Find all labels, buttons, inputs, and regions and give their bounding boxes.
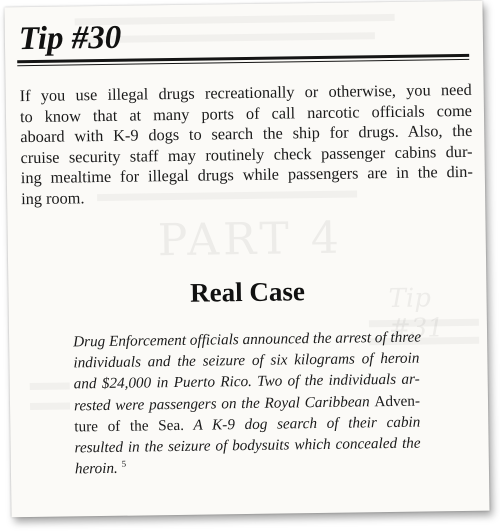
tip-body-line: aboard with K-9 dogs to search the ship for drugs. Also, the	[20, 120, 473, 147]
real-case-line-text: A K-9 dog search of their cabin	[193, 413, 421, 434]
tip-body-line: to know that at many ports of call narcotic officials come	[19, 100, 473, 126]
real-case-paragraph	[73, 327, 421, 480]
bleed-through-line	[30, 382, 70, 390]
book-page	[4, 1, 489, 518]
bleed-through-text: PART 4	[157, 212, 344, 267]
real-case-heading: Real Case	[189, 276, 306, 308]
real-case-line-text: heroin.	[74, 460, 118, 478]
footnote-marker: 5	[121, 458, 127, 469]
bleed-through-line	[75, 14, 395, 25]
bleed-through-text: Tip #31	[388, 283, 445, 345]
tip-body-line: ing room.	[20, 187, 85, 208]
real-case-line: individuals and the seizure of six kilograms of heroin	[73, 349, 420, 372]
tip-body-line: ing mealtime for illegal drugs while passengers are in the din-	[20, 161, 473, 188]
bleed-through-line	[369, 319, 479, 328]
real-case-line: Drug Enforcement officials announced the arrest of three	[73, 328, 422, 351]
real-case-line: and $24,000 in Puerto Rico. Two of the individuals ar-	[73, 371, 420, 393]
bleed-through-line	[30, 402, 70, 410]
tip-heading: Tip #30	[18, 19, 122, 58]
real-case-ship-name: Adven-	[374, 392, 421, 410]
tip-body-line: cruise security staff may routinely check passenger cabins dur-	[20, 141, 473, 167]
real-case-line: resulted in the seizure of bodysuits which concealed the	[74, 434, 421, 457]
tip-body-line: If you use illegal drugs recreationally or otherwise, you need	[19, 79, 472, 106]
real-case-ship-name: ture of the Sea.	[74, 416, 185, 436]
real-case-line-text: rested were passengers on the Royal Caribbean	[73, 392, 370, 415]
tip-body-paragraph	[20, 80, 474, 209]
